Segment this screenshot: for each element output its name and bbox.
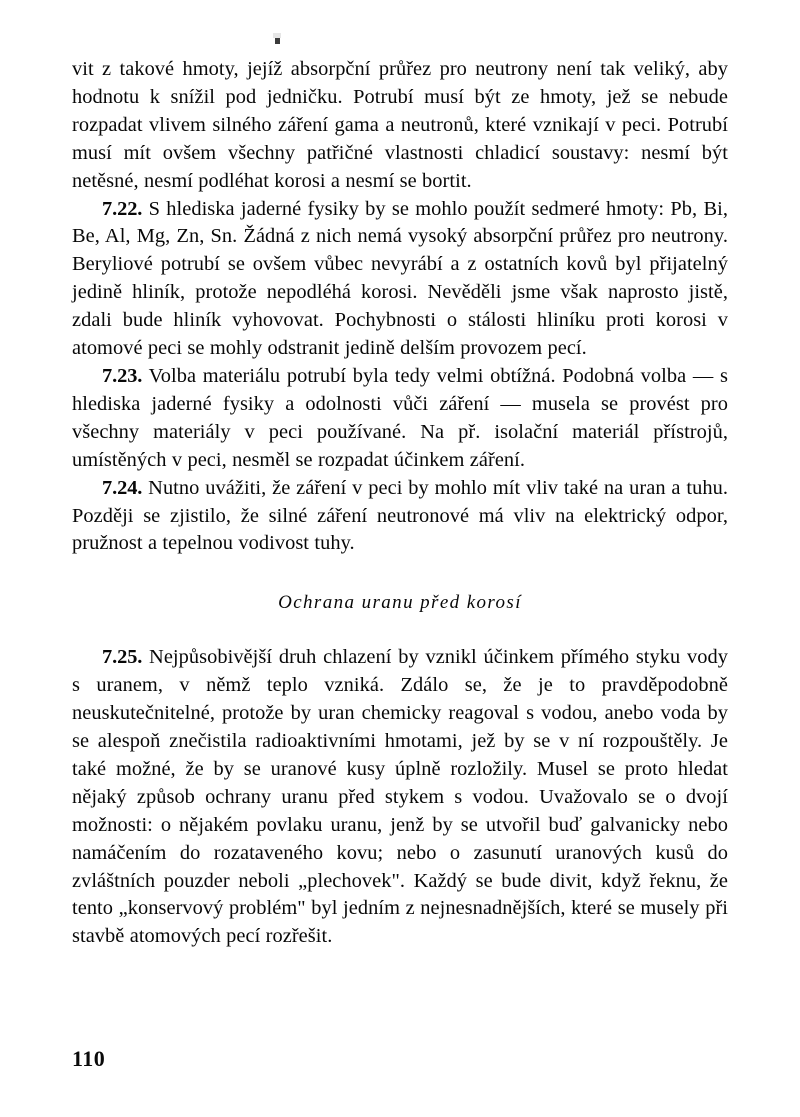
paragraph-7-23 [72,363,728,475]
page-number: 110 [72,1046,106,1071]
paragraph-7-25 [72,644,728,951]
section-number: 7.24. [102,476,143,499]
paragraph-text: vit z takové hmoty, jejíž absorpční průřez pro neutrony není tak veliký, aby hodnotu k snížil pod jedničku. Potrubí musí být ze hmoty, jež se nebude rozpadat vlivem silného záření gama a neutronů, které vznikají v peci. Potrubí musí mít ovšem všechny patřičné vlastnosti chladicí soustavy: nesmí být netěsné, nesmí podléhat korosi a nesmí se bortit. [72,58,728,192]
paragraph-text: Volba materiálu potrubí byla tedy velmi obtížná. Podobná volba — s hlediska jaderné fysiky a odolnosti vůči záření — musela se provést pro všechny materiály v peci používané. Na př. isolační materiál přístrojů, umístěných v peci, nesměl se rozpadat účinkem záření. [72,364,728,471]
section-number: 7.22. [102,197,143,220]
paragraph-7-22 [72,196,728,363]
paragraph-7-24 [72,475,728,559]
paragraph-text: Nutno uvážiti, že záření v peci by mohlo mít vliv také na uran a tuhu. Později se zjistilo, že silné záření neutronové má vliv na elektrický odpor, pružnost a tepelnou vodivost tuhy. [72,476,728,555]
paragraph-text: S hlediska jaderné fysiky by se mohlo použít sedmeré hmoty: Pb, Bi, Be, Al, Mg, Zn, Sn. Žádná z nich nemá vysoký absorpční průřez pro neutrony. Beryliové potrubí se ovšem vůbec nevyrábí a z ostatních kovů byl přijatelný jedině hliník, protože nepodléhá korosi. Nevěděli jsme však naprosto jistě, zdali bude hliník vyhovovat. Pochybnosti o stálosti hliníku proti korosi v atomové peci se mohly odstranit jedině delším provozem pecí. [72,197,728,360]
page-text-block [72,56,728,951]
scan-artifact-speck [275,38,280,44]
section-number: 7.23. [102,364,143,387]
section-heading: Ochrana uranu před korosí [278,592,522,614]
section-number: 7.25. [102,646,143,669]
paragraph-continued [72,56,728,196]
paragraph-text: Nejpůsobivější druh chlazení by vznikl účinkem přímého styku vody s uranem, v němž teplo vzniká. Zdálo se, že je to pravděpodobně neuskutečnitelné, protože by uran chemicky reagoval s vodou, anebo voda by se alespoň znečistila radioaktivními hmotami, jež by se v ní rozpouštěly. Je také možné, že by se uranové kusy úplně rozložily. Musel se proto hledat nějaký způsob ochrany uranu před stykem s vodou. Uvažovalo se o dvojí možnosti: o nějakém povlaku uranu, jenž by se utvořil buď galvanicky nebo namáčením do rozataveného kovu; nebo o zasunutí uranových kusů do zvláštních pouzder neboli „plechovek". Každý se bude divit, když řeknu, že tento „konservový problém" byl jedním z nejnesnadnějších, které se musely při stavbě atomových pecí rozřešit. [72,646,728,948]
